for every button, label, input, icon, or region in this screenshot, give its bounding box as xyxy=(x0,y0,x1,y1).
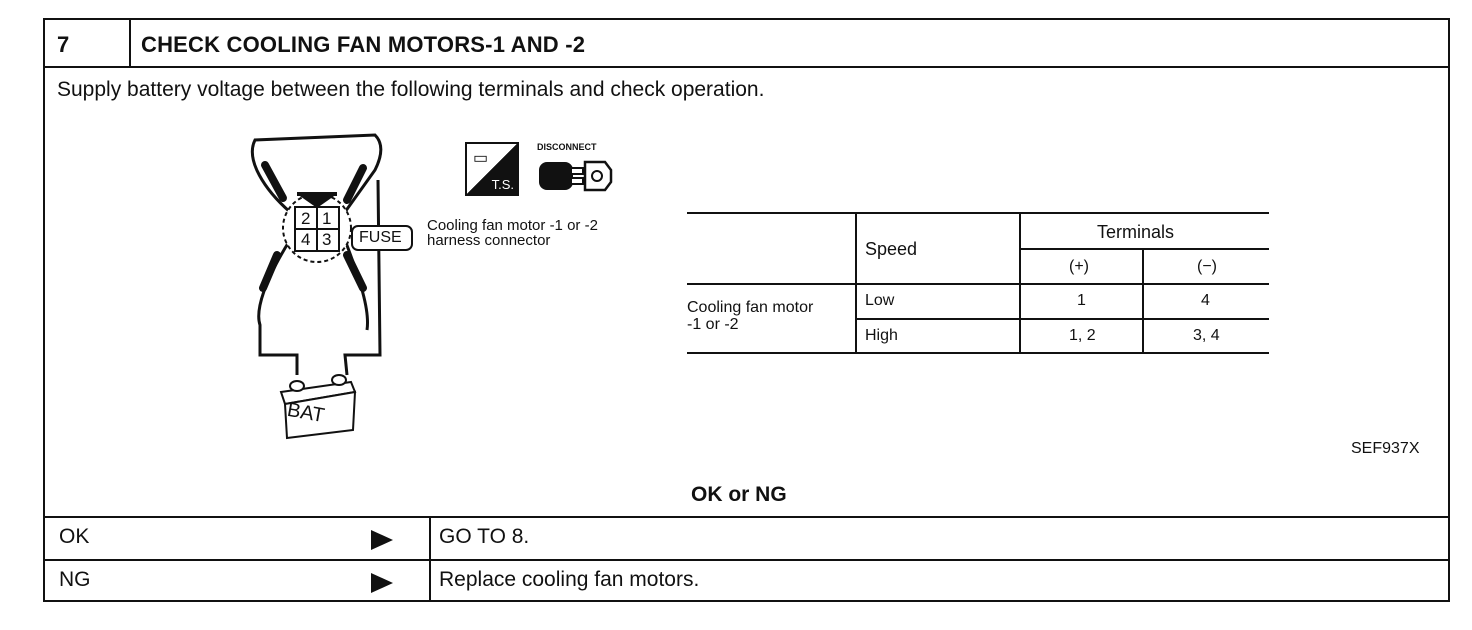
table-col-divider xyxy=(1142,248,1144,354)
pin-4: 4 xyxy=(301,230,311,249)
result-question: OK or NG xyxy=(691,483,787,506)
result-ng-label: NG xyxy=(59,568,91,591)
result-divider xyxy=(429,516,431,602)
table-rule xyxy=(855,318,1269,320)
figure-code: SEF937X xyxy=(1351,440,1420,457)
table-rule xyxy=(1019,248,1269,250)
instruction-text: Supply battery voltage between the following terminals and check operation. xyxy=(57,78,765,101)
disconnect-label: DISCONNECT xyxy=(537,142,597,152)
fuse-label: FUSE xyxy=(359,229,402,246)
result-rule xyxy=(45,559,1448,561)
pin-1: 1 xyxy=(322,209,332,228)
row-low-minus: 4 xyxy=(1201,292,1210,309)
disconnect-icon xyxy=(535,156,615,196)
table-rule xyxy=(687,283,1269,285)
step-title: CHECK COOLING FAN MOTORS-1 AND -2 xyxy=(141,32,586,57)
step-number: 7 xyxy=(57,32,70,57)
row-low-plus: 1 xyxy=(1077,292,1086,309)
inspection-step-box xyxy=(43,18,1450,602)
ts-label: T.S. xyxy=(491,177,514,192)
arrow-icon xyxy=(371,530,393,550)
header-divider xyxy=(129,20,131,66)
connector-caption: Cooling fan motor -1 or -2 harness connector xyxy=(427,217,598,249)
table-top-rule xyxy=(687,212,1269,214)
result-rule xyxy=(45,516,1448,518)
row-high-plus: 1, 2 xyxy=(1069,327,1096,344)
row-high-minus: 3, 4 xyxy=(1193,327,1220,344)
fuse-symbol xyxy=(351,225,413,251)
table-bottom-rule xyxy=(687,352,1269,354)
row-low-speed: Low xyxy=(865,292,895,309)
terminal-table xyxy=(687,212,1269,354)
terminals-header: Terminals xyxy=(1097,222,1175,242)
row-label: Cooling fan motor -1 or -2 xyxy=(687,299,814,333)
result-ok-label: OK xyxy=(59,525,90,548)
row-high-speed: High xyxy=(865,327,898,344)
pin-3: 3 xyxy=(322,230,332,249)
pin-2: 2 xyxy=(301,209,311,228)
battery-label: BAT xyxy=(285,398,327,428)
result-ok-action: GO TO 8. xyxy=(439,525,530,548)
connector-glyph-icon: ▭ xyxy=(473,150,489,167)
minus-header: (−) xyxy=(1197,258,1217,275)
test-symbol-icon xyxy=(465,142,519,196)
header-rule xyxy=(45,66,1448,68)
arrow-icon xyxy=(371,573,393,593)
speed-header: Speed xyxy=(865,239,918,259)
result-ng-action: Replace cooling fan motors. xyxy=(439,568,700,591)
plus-header: (+) xyxy=(1069,258,1089,275)
